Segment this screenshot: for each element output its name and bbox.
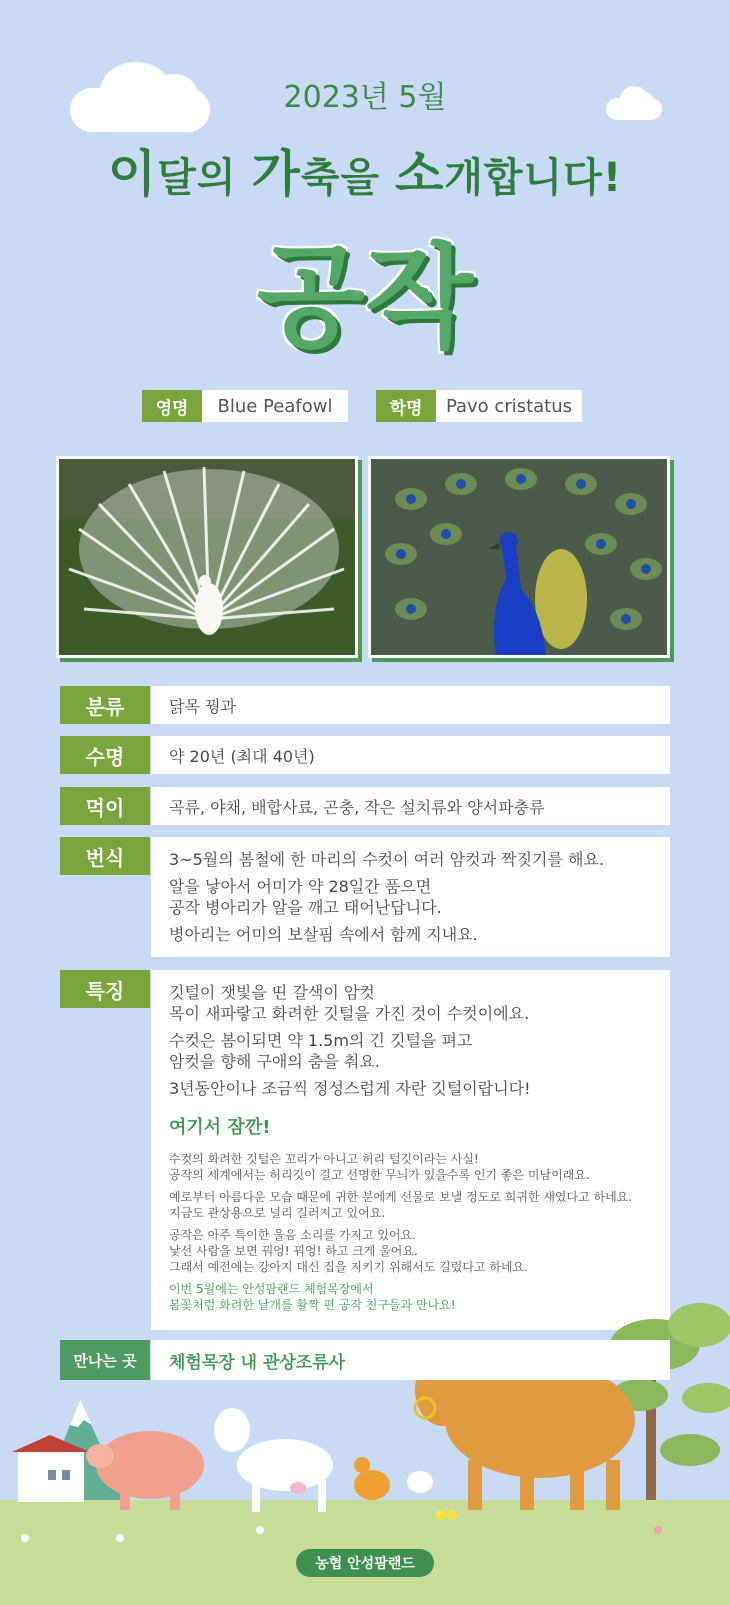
- lifespan-value: 약 20년 (최대 40년): [151, 736, 670, 774]
- classification-label: 분류: [60, 686, 150, 724]
- chicken: [407, 1471, 433, 1493]
- scientific-name-value: Pavo cristatus: [436, 390, 582, 422]
- english-name-tag: 영명: [142, 390, 202, 422]
- tip-paragraph: 수컷의 화려한 깃털은 꼬리가 아니고 허리 털깃이라는 사실! 공작의 세계에서는 허리깃이 길고 선명한 무늬가 있을수록 인기 좋은 미남이래요.: [169, 1152, 590, 1182]
- features-paragraph: 3년동안이나 조금씩 정성스럽게 자란 깃털이랍니다!: [169, 1079, 531, 1098]
- meeting-place-row: [60, 1340, 670, 1380]
- tip-highlight: 이번 5월에는 안성팜랜드 체험목장에서 봄꽃처럼 화려한 날개를 활짝 편 공작 친구들과 만나요!: [169, 1282, 456, 1312]
- blue-peacock-photo: [368, 456, 670, 658]
- breeding-row: [60, 837, 670, 957]
- headline-part: 개합니다!: [444, 155, 623, 201]
- breeding-text: [151, 837, 670, 957]
- tip-title: 여기서 잠깐!: [169, 1117, 271, 1138]
- headline: [0, 134, 730, 206]
- hen: [354, 1470, 390, 1500]
- features-label: 특징: [60, 970, 150, 1008]
- features-paragraph: 깃털이 잿빛을 띤 갈색이 암컷 목이 새파랗고 화려한 깃털을 가진 것이 수컷이에요.: [169, 983, 530, 1023]
- food-value: 곡류, 야채, 배합사료, 곤충, 작은 설치류와 양서파충류: [151, 787, 670, 825]
- breeding-label: 번식: [60, 837, 150, 875]
- lifespan-row: [60, 736, 670, 774]
- scientific-name-tag: 학명: [376, 390, 436, 422]
- meeting-place-value: 체험목장 내 관상조류사: [151, 1340, 670, 1380]
- classification-row: [60, 686, 670, 724]
- breeding-paragraph: 알을 낳아서 어미가 약 28일간 품으면 공작 병아리가 알을 깨고 태어난답니다.: [169, 877, 442, 917]
- headline-part: 이: [107, 145, 158, 203]
- scientific-name-row: [376, 390, 582, 422]
- headline-part: 소: [394, 145, 445, 203]
- features-paragraph: 수컷은 봄이되면 약 1.5m의 긴 깃털을 펴고 암컷을 향해 구애의 춤을 춰요.: [169, 1031, 473, 1071]
- breeding-paragraph: 3~5월의 봄철에 한 마리의 수컷이 여러 암컷과 짝짓기를 해요.: [169, 850, 605, 869]
- features-row: [60, 970, 670, 1330]
- white-peacock-photo: [56, 456, 358, 658]
- chick: [436, 1510, 446, 1520]
- breeding-paragraph: 병아리는 어미의 보살핌 속에서 함께 지내요.: [169, 925, 478, 944]
- tip-paragraph: 공작은 아주 특이한 울음 소리를 가지고 있어요. 낯선 사람을 보면 꿔엉! 꿔엉! 하고 크게 울어요. 그래서 예전에는 강아지 대신 집을 지키기 위해서도 길렀다고 하네요.: [169, 1228, 528, 1274]
- brand-footer: 농협 안성팜랜드: [296, 1549, 434, 1577]
- english-name-value: Blue Peafowl: [202, 390, 348, 422]
- food-label: 먹이: [60, 787, 150, 825]
- food-row: [60, 787, 670, 825]
- headline-part: 축을: [300, 155, 395, 201]
- classification-value: 닭목 꿩과: [151, 686, 670, 724]
- pig: [96, 1431, 204, 1499]
- page-title: 공작: [256, 233, 474, 363]
- tip-paragraph: 예로부터 아름다운 모습 때문에 귀한 분에게 선물로 보낼 정도로 희귀한 새였다고 하네요. 지금도 관상용으로 널리 길러지고 있어요.: [169, 1190, 633, 1220]
- headline-part: 가: [251, 145, 301, 203]
- lifespan-label: 수명: [60, 736, 150, 774]
- headline-part: 달의: [157, 155, 252, 201]
- meeting-place-label: 만나는 곳: [60, 1340, 150, 1380]
- english-name-row: [142, 390, 348, 422]
- year-month: 2023년 5월: [283, 80, 447, 115]
- features-text: [151, 970, 670, 1330]
